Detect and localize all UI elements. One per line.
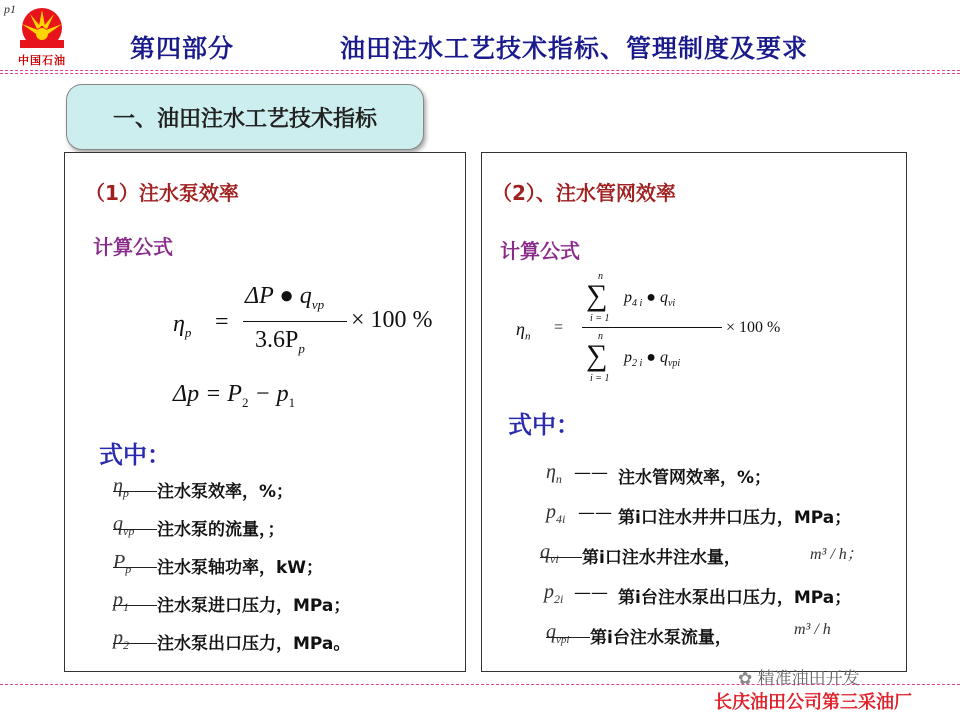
sum-top: n	[598, 331, 603, 342]
left-where-label: 式中：	[99, 441, 171, 469]
formula2-sub1: 2	[241, 394, 249, 410]
formula-denominator-sub: p	[298, 340, 305, 356]
right-heading: （2）、注水管网效率	[492, 181, 676, 205]
subtitle-text: 一、油田注水工艺技术指标	[112, 106, 377, 132]
pressure-diff-formula	[173, 381, 295, 411]
formula-numerator: ΔP ● q	[245, 283, 312, 309]
petrochina-logo-icon	[14, 4, 70, 50]
logo	[14, 4, 70, 66]
equals-sign: =	[215, 309, 229, 335]
logo-text: 中国石油	[18, 54, 66, 67]
network-efficiency-formula: $\eta_n$ = n ∑ i = 1 $p_{4 i}$ ● $q_{vi}$ n ∑ i = 1 $p_{2 i}$ ● $q_{vpi}$ × 100 %	[516, 271, 781, 384]
left-formula-label: 计算公式	[93, 235, 173, 259]
network-fraction-bar	[582, 327, 722, 328]
definition-row: $q_{vpi}$ 第i台注水泵流量， m³ / h	[546, 621, 831, 648]
sum-bottom: i = 1	[590, 373, 610, 384]
definition-row: $p_{2i}$ —— 第i台注水泵出口压力，MPa；	[544, 581, 852, 608]
definition-row: $\eta_p$ 注水泵效率，%；	[113, 475, 294, 502]
formula2-b: − p	[248, 381, 289, 407]
definition-row: $p_2$ 注水泵出口压力，MPa。	[113, 627, 351, 654]
fraction-bar	[243, 321, 347, 322]
network-lhs-sub: n	[524, 330, 531, 343]
formula2-sub2: 1	[288, 394, 296, 410]
formula-lhs-sub: p	[184, 324, 192, 340]
left-panel	[64, 152, 466, 672]
sum-top: n	[598, 271, 603, 282]
watermark-text: 精准油田开发	[757, 669, 860, 689]
formula-numerator-sub: vp	[311, 296, 325, 312]
page-title: 油田注水工艺技术指标、管理制度及要求	[340, 34, 809, 63]
left-definitions	[113, 471, 463, 661]
definition-row: $p_1$ 注水泵进口压力，MPa；	[113, 589, 351, 616]
header-divider-2	[0, 73, 960, 74]
left-heading: （1）注水泵效率	[85, 181, 239, 205]
right-where-label: 式中：	[508, 411, 580, 439]
definition-row: $p_{4i}$ —— 第i口注水井井口压力，MPa；	[546, 501, 852, 528]
header-divider	[0, 70, 960, 71]
sigma-icon: ∑	[586, 279, 608, 312]
formula2-a: Δp = P	[173, 381, 242, 407]
right-definitions	[538, 459, 904, 659]
formula-multiplier: × 100 %	[351, 307, 433, 333]
right-formula-label: 计算公式	[500, 239, 580, 263]
section-title: 第四部分	[130, 34, 235, 63]
network-lhs: η	[516, 319, 525, 339]
definition-row: $q_{vi}$ 第i口注水井注水量， m³ / h；	[540, 541, 863, 568]
pump-efficiency-formula	[173, 283, 463, 373]
formula-denominator: 3.6P	[255, 327, 299, 353]
subtitle-box	[66, 84, 424, 150]
organization-name: 长庆油田公司第三采油厂	[714, 692, 912, 713]
right-panel	[481, 152, 907, 672]
network-multiplier: × 100 %	[726, 319, 781, 336]
sum-bottom: i = 1	[590, 313, 610, 324]
sigma-icon: ∑	[586, 339, 608, 372]
page-mark: p1	[4, 2, 16, 16]
definition-row: $P_p$ 注水泵轴功率，kW；	[113, 551, 324, 578]
network-equals: =	[554, 319, 564, 336]
formula-lhs: η	[173, 311, 185, 337]
definition-row: $q_{vp}$ 注水泵的流量，；	[113, 513, 285, 540]
definition-row: $\eta_n$ —— 注水管网效率，%；	[546, 461, 772, 488]
wechat-icon: ✿	[738, 669, 753, 689]
watermark	[738, 664, 860, 689]
